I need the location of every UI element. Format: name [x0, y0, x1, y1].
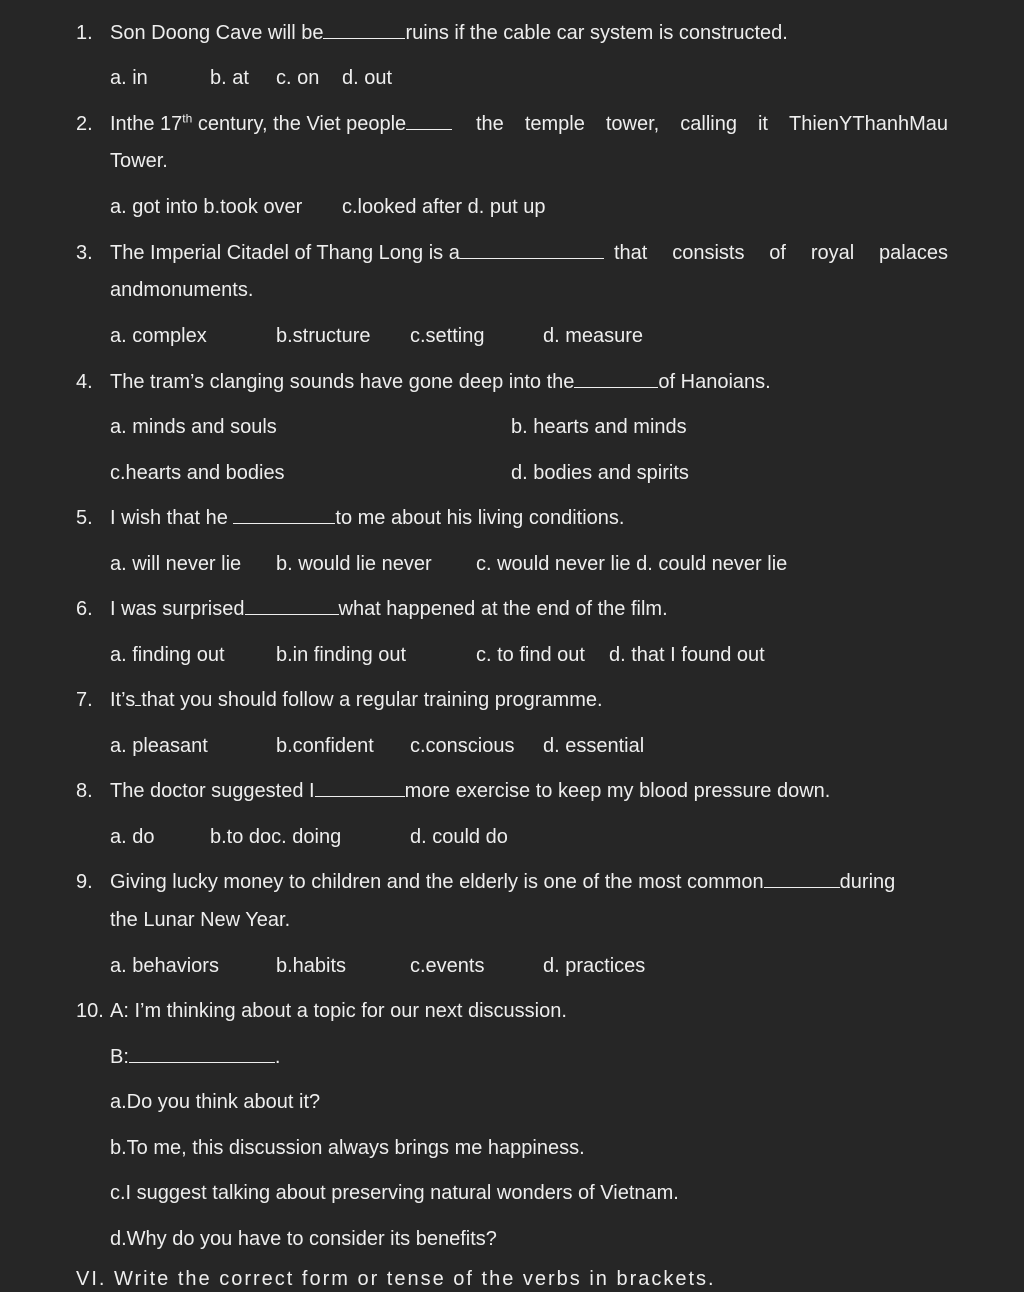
option-b[interactable]: b. hearts and minds: [511, 416, 687, 438]
question-number: 5.: [76, 507, 93, 529]
answer-blank[interactable]: [323, 20, 405, 39]
answer-blank[interactable]: [129, 1044, 275, 1063]
question-9-stem: Giving lucky money to children and the elderly is one of the most common during: [110, 871, 896, 893]
question-number: 1.: [76, 22, 93, 44]
question-5-stem: I wish that he to me about his living conditions.: [110, 507, 625, 529]
question-2-stem: Inthe 17th century, the Viet people: [110, 111, 452, 137]
option-b-c[interactable]: b.to doc. doing: [210, 826, 342, 848]
question-8-stem: The doctor suggested I more exercise to keep my blood pressure down.: [110, 780, 831, 802]
option-d[interactable]: d.Why do you have to consider its benefits?: [110, 1228, 497, 1250]
question-4-stem: The tram’s clanging sounds have gone deep into the of Hanoians.: [110, 371, 771, 393]
option-d[interactable]: d. bodies and spirits: [511, 462, 689, 484]
question-3-stem-line2: andmonuments.: [110, 279, 254, 301]
option-b[interactable]: b.structure: [276, 325, 371, 347]
answer-blank[interactable]: [406, 111, 452, 130]
option-b[interactable]: b. would lie never: [276, 553, 432, 575]
question-3-stem: The Imperial Citadel of Thang Long is a: [110, 240, 604, 266]
next-section-heading: VI. Write the correct form or tense of the verbs in brackets.: [76, 1268, 716, 1290]
question-1-stem: Son Doong Cave will be ruins if the cable car system is constructed.: [110, 22, 788, 44]
option-a-b[interactable]: a. got into b.took over: [110, 196, 303, 218]
question-10-stem: A: I’m thinking about a topic for our next discussion.: [110, 1000, 567, 1022]
answer-blank[interactable]: [574, 369, 658, 388]
option-d[interactable]: d. that I found out: [609, 644, 765, 666]
option-b[interactable]: b.in finding out: [276, 644, 407, 666]
answer-blank[interactable]: [245, 596, 339, 615]
question-number: 9.: [76, 871, 93, 893]
question-number: 7.: [76, 689, 93, 711]
answer-blank[interactable]: [460, 240, 604, 259]
answer-blank[interactable]: [764, 869, 840, 888]
option-d[interactable]: d. essential: [543, 735, 645, 757]
option-a[interactable]: a. minds and souls: [110, 416, 277, 438]
option-c[interactable]: c. on: [276, 67, 320, 89]
option-b[interactable]: b.To me, this discussion always brings me happiness.: [110, 1137, 585, 1159]
option-d[interactable]: d. measure: [543, 325, 644, 347]
option-c-d[interactable]: c.looked after d. put up: [342, 196, 546, 218]
answer-blank[interactable]: [315, 778, 405, 797]
option-a[interactable]: a. will never lie: [110, 553, 242, 575]
option-c-d[interactable]: c. would never lie d. could never lie: [476, 553, 788, 575]
question-6-stem: I was surprised what happened at the end of the film.: [110, 598, 668, 620]
option-a[interactable]: a. do: [110, 826, 155, 848]
question-3-stem-cont: that consists of royal palaces: [614, 242, 948, 264]
option-c[interactable]: c.setting: [410, 325, 485, 347]
option-c[interactable]: c.events: [410, 955, 485, 977]
question-7-stem: It’s that you should follow a regular training programme.: [110, 689, 603, 711]
question-2-stem-line2: Tower.: [110, 150, 168, 172]
question-number: 4.: [76, 371, 93, 393]
question-number: 6.: [76, 598, 93, 620]
question-number: 2.: [76, 113, 93, 135]
option-a[interactable]: a. complex: [110, 325, 207, 347]
option-b[interactable]: b. at: [210, 67, 249, 89]
answer-blank[interactable]: [233, 505, 335, 524]
option-d[interactable]: d. could do: [410, 826, 508, 848]
option-a[interactable]: a.Do you think about it?: [110, 1091, 321, 1113]
option-a[interactable]: a. pleasant: [110, 735, 208, 757]
question-10-reply: B: .: [110, 1046, 281, 1068]
question-number: 8.: [76, 780, 93, 802]
option-a[interactable]: a. behaviors: [110, 955, 219, 977]
option-d[interactable]: d. out: [342, 67, 393, 89]
question-number: 3.: [76, 242, 93, 264]
option-c[interactable]: c.I suggest talking about preserving natural wonders of Vietnam.: [110, 1182, 679, 1204]
option-b[interactable]: b.confident: [276, 735, 374, 757]
option-c[interactable]: c.hearts and bodies: [110, 462, 285, 484]
option-d[interactable]: d. practices: [543, 955, 646, 977]
option-c[interactable]: c.conscious: [410, 735, 515, 757]
option-c[interactable]: c. to find out: [476, 644, 585, 666]
question-9-stem-line2: the Lunar New Year.: [110, 909, 291, 931]
option-b[interactable]: b.habits: [276, 955, 347, 977]
option-a[interactable]: a. finding out: [110, 644, 225, 666]
question-number: 10.: [76, 1000, 104, 1022]
question-2-stem-cont: the temple tower, calling it ThienYThanhMau: [476, 113, 948, 135]
option-a[interactable]: a. in: [110, 67, 148, 89]
